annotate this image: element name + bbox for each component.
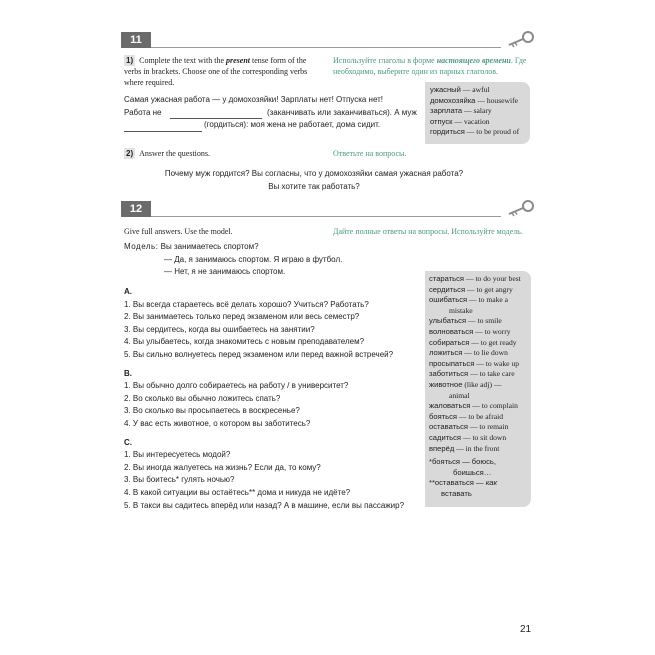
vocab-entry: просыпаться — to wake up	[429, 358, 520, 368]
question-item: 5. В такси вы садитесь вперёд или назад? А в машине, если вы пассажир?	[124, 500, 405, 510]
task-number-1: 1)	[126, 56, 134, 65]
footnote-2-cont: вставать	[441, 488, 472, 498]
question-sections	[124, 286, 414, 518]
question-item: 4. У вас есть животное, о котором вы заботитесь?	[124, 418, 311, 428]
vocab-entry: бояться — to be afraid	[429, 411, 503, 421]
question-item: 2. Вы занимаетесь только перед экзаменом или весь семестр?	[124, 312, 360, 322]
question-item: 1. Вы обычно долго собираетесь на работу / в университет?	[124, 381, 349, 391]
exercise-11-rule	[151, 47, 501, 48]
ex12-instruction-ru: Дайте полные ответы на вопросы. Используйте модель.	[333, 227, 523, 236]
footnote-1: *бояться — боюсь,	[429, 457, 496, 467]
vocabulary-box-ex12	[425, 271, 531, 507]
page-number: 21	[520, 624, 532, 635]
ex11-text	[124, 94, 419, 132]
section-label: A.	[124, 287, 132, 296]
exercise-12-rule	[151, 216, 501, 217]
question-section	[124, 437, 414, 513]
text-line-2: Работа не (заканчивать или заканчиваться). А муж	[124, 107, 419, 120]
vocab-entry: улыбаться — to smile	[429, 316, 502, 326]
vocab-entry: садиться — to sit down	[429, 432, 507, 442]
answer-blank-2[interactable]	[124, 122, 202, 132]
vocabulary-box-ex11	[425, 82, 530, 144]
vocab-entry: волноваться — to worry	[429, 326, 511, 336]
question-item: 5. Вы сильно волнуетесь перед экзаменом или перед важной встречей?	[124, 349, 394, 359]
section-label: C.	[124, 437, 132, 447]
text-line-3: (гордиться): моя жена не работает, дома сидит.	[124, 119, 419, 132]
model-label: Модель:	[124, 242, 159, 251]
question-item: 2. Вы иногда жалуетесь на жизнь? Если да, то кому?	[124, 462, 321, 472]
vocab-entry: отпуск — vacation	[430, 116, 490, 126]
vocab-entry: ужасный — awful	[430, 85, 490, 94]
vocab-entry: жаловаться — to complain	[429, 401, 518, 411]
task1-instruction-ru: Используйте глаголы в форме настоящего времени. Где необходимо, выберите один из парных глаголов.	[333, 56, 527, 76]
footnote-2: **оставаться — как	[429, 478, 498, 488]
ex12-instruction-en: Give full answers. Use the model.	[124, 227, 233, 236]
vocab-entry: ошибаться — to make a	[429, 295, 509, 305]
footnote-1-cont: боишься…	[453, 467, 492, 477]
question-item: 2. Во сколько вы обычно ложитесь спать?	[124, 393, 281, 403]
question-section	[124, 286, 414, 362]
task2-instruction-ru: Ответьте на вопросы.	[333, 149, 407, 158]
vocab-entry: оставаться — to remain	[429, 422, 509, 432]
vocab-entry: собираться — to get ready	[429, 337, 517, 347]
vocab-entry: стараться — to do your best	[429, 274, 521, 283]
vocab-entry: ложиться — to lie down	[429, 348, 508, 358]
question-item: 3. Вы боитесь* гулять ночью?	[124, 475, 235, 485]
vocab-entry: домохозяйка — housewife	[430, 95, 519, 105]
answer-blank-1[interactable]	[170, 109, 262, 119]
ex11-questions: Почему муж гордится? Вы согласны, что у домохозяйки самая ужасная работа? Вы хотите так работать?	[164, 169, 464, 191]
question-item: 3. Вы сердитесь, когда вы ошибаетесь на занятии?	[124, 324, 315, 334]
exercise-number-12: 12	[121, 201, 151, 217]
question-section	[124, 368, 414, 431]
task-number-2: 2)	[126, 149, 134, 158]
vocab-entry: animal	[449, 390, 470, 400]
vocab-entry: животное (like adj) —	[429, 379, 502, 389]
vocab-entry: зарплата — salary	[430, 106, 492, 116]
question-item: 1. Вы всегда стараетесь всё делать хорошо? Учиться? Работать?	[124, 299, 369, 309]
key-icon	[505, 30, 535, 48]
model-block	[124, 241, 342, 279]
exercise-number-11: 11	[121, 32, 151, 48]
model-answer-yes: — Да, я занимаюсь спортом. Я играю в футбол.	[164, 254, 343, 264]
key-icon	[505, 199, 535, 217]
question-item: 1. Вы интересуетесь модой?	[124, 450, 231, 460]
question-item: 3. Во сколько вы просыпаетесь в воскресенье?	[124, 406, 300, 416]
model-answer-no: — Нет, я не занимаюсь спортом.	[164, 267, 286, 276]
section-label: B.	[124, 368, 132, 378]
vocab-entry: заботиться — to take care	[429, 369, 515, 379]
vocab-entry: сердиться — to get angry	[429, 284, 513, 294]
task2-instruction-en: 2) Answer the questions.	[126, 149, 211, 158]
question-item: 4. Вы улыбаетесь, когда знакомитесь с новым преподавателем?	[124, 337, 365, 347]
question-item: 4. В какой ситуации вы остаётесь** дома и никуда не идёте?	[124, 487, 351, 497]
vocab-entry: гордиться — to be proud of	[430, 127, 520, 137]
vocab-entry: mistake	[449, 305, 473, 315]
vocab-entry: вперёд — in the front	[429, 443, 500, 453]
task1-instruction-en: 1) Complete the text with the present tense form of the verbs in brackets. Choose one of the corresponding verbs where required.	[124, 56, 308, 87]
model-question: Вы занимаетесь спортом?	[160, 242, 259, 251]
text-line-1: Самая ужасная работа — у домохозяйки! Зарплаты нет! Отпуска нет!	[124, 95, 384, 104]
